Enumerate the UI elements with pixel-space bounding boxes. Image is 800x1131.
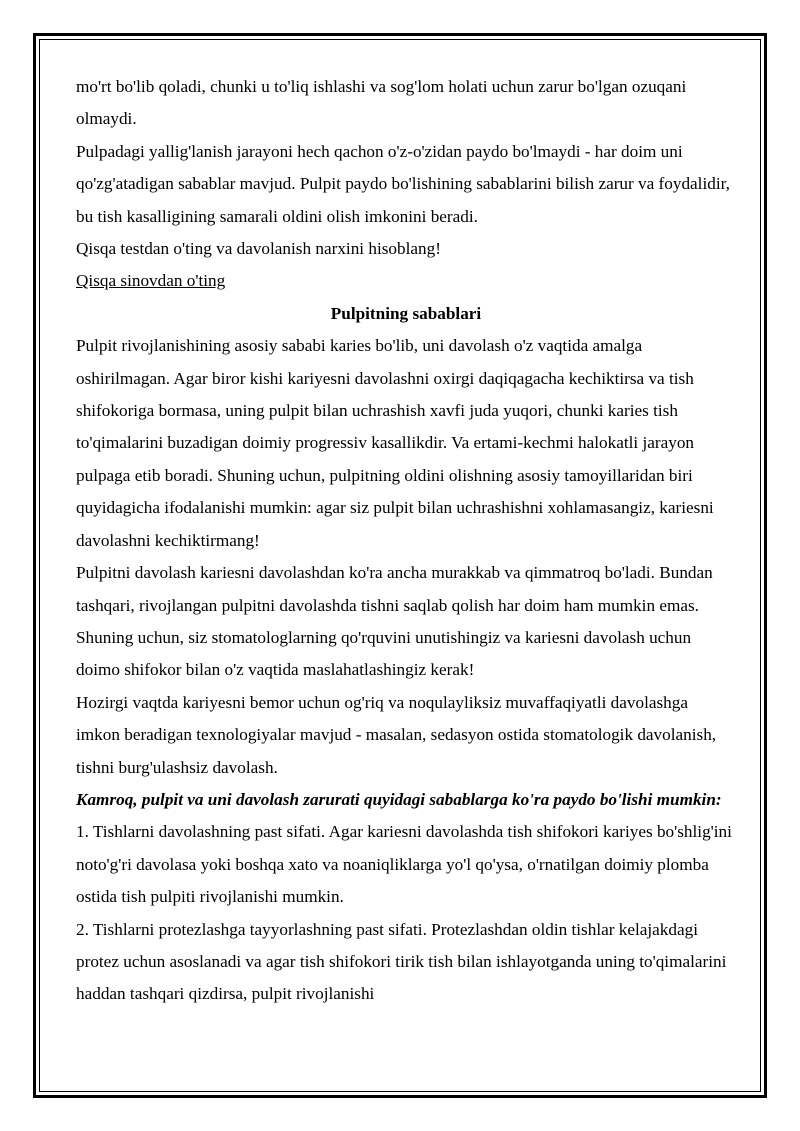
paragraph-technology: Hozirgi vaqtda kariyesni bemor uchun og'riq va noqulayliksiz muvaffaqiyatli davolashga imkon beradigan texnologiyalar mavjud - masalan, sedasyon ostida stomatologik davolanish, tishni burg'ulashsiz davolash. [76, 692, 717, 777]
paragraph-continuation: mo'rt bo'lib qoladi, chunki u to'liq ishlashi va sog'lom holati uchun zarur bo'lgan ozuqani olmaydi. [76, 77, 687, 129]
causes-subheading: Kamroq, pulpit va uni davolash zarurati quyidagi sabablarga ko'ra paydo bo'lishi mumkin: [76, 789, 722, 809]
test-link-line [76, 265, 736, 297]
section-title: Pulpitning sabablari [330, 303, 482, 323]
paragraph-intro: Pulpadagi yallig'lanish jarayoni hech qachon o'z-o'zidan paydo bo'lmaydi - har doim uni qo'zg'atadigan sabablar mavjud. Pulpit paydo bo'lishining sabablarini bilish zarur va foydalidir, bu tish kasalligining samarali oldini olish imkonini beradi. [76, 141, 730, 226]
paragraph-test-prompt: Qisqa testdan o'ting va davolanish narxini hisoblang! [76, 239, 441, 259]
document-body [76, 71, 736, 1011]
paragraph-main-cause: Pulpit rivojlanishining asosiy sababi karies bo'lib, uni davolash o'z vaqtida amalga oshirilmagan. Agar biror kishi kariyesni davolashni oxirgi daqiqagacha kechiktirsa va tish shifokoriga bormasa, uning pulpit bilan uchrashish xavfi juda yuqori, chunki karies tish to'qimalarini buzadigan doimiy progressiv kasallikdir. Va ertami-kechmi halokatli jarayon pulpaga etib boradi. Shuning uchun, pulpitning oldini olishning asosiy tamoyillaridan biri quyidagicha ifodalanishi mumkin: agar siz pulpit bilan uchrashishni xohlamasangiz, kariesni davolashni kechiktirmang! [76, 336, 714, 550]
paragraph-treatment: Pulpitni davolash kariesni davolashdan ko'ra ancha murakkab va qimmatroq bo'ladi. Bundan tashqari, rivojlangan pulpitni davolashda tishni saqlab qolish har doim ham mumkin emas. Shuning uchun, siz stomatologlarning qo'rquvini unutishingiz va kariesni davolash uchun doimo shifokor bilan o'z vaqtida maslahatlashingiz kerak! [76, 563, 713, 680]
list-item: 1. Tishlarni davolashning past sifati. Agar kariesni davolashda tish shifokori kariyes bo'shlig'ini noto'g'ri davolasa yoki boshqa xato va noaniqliklarga yo'l qo'ysa, o'rnatilgan doimiy plomba ostida tish pulpiti rivojlanishi mumkin. [76, 822, 732, 907]
test-link[interactable]: Qisqa sinovdan o'ting [76, 271, 226, 291]
list-item: 2. Tishlarni protezlashga tayyorlashning past sifati. Protezlashdan oldin tishlar kelajakdagi protez uchun asoslanadi va agar tish shifokori tirik tish bilan ishlayotganda uning to'qimalarini haddan tashqari qizdirsa, pulpit rivojlanishi [76, 919, 727, 1004]
